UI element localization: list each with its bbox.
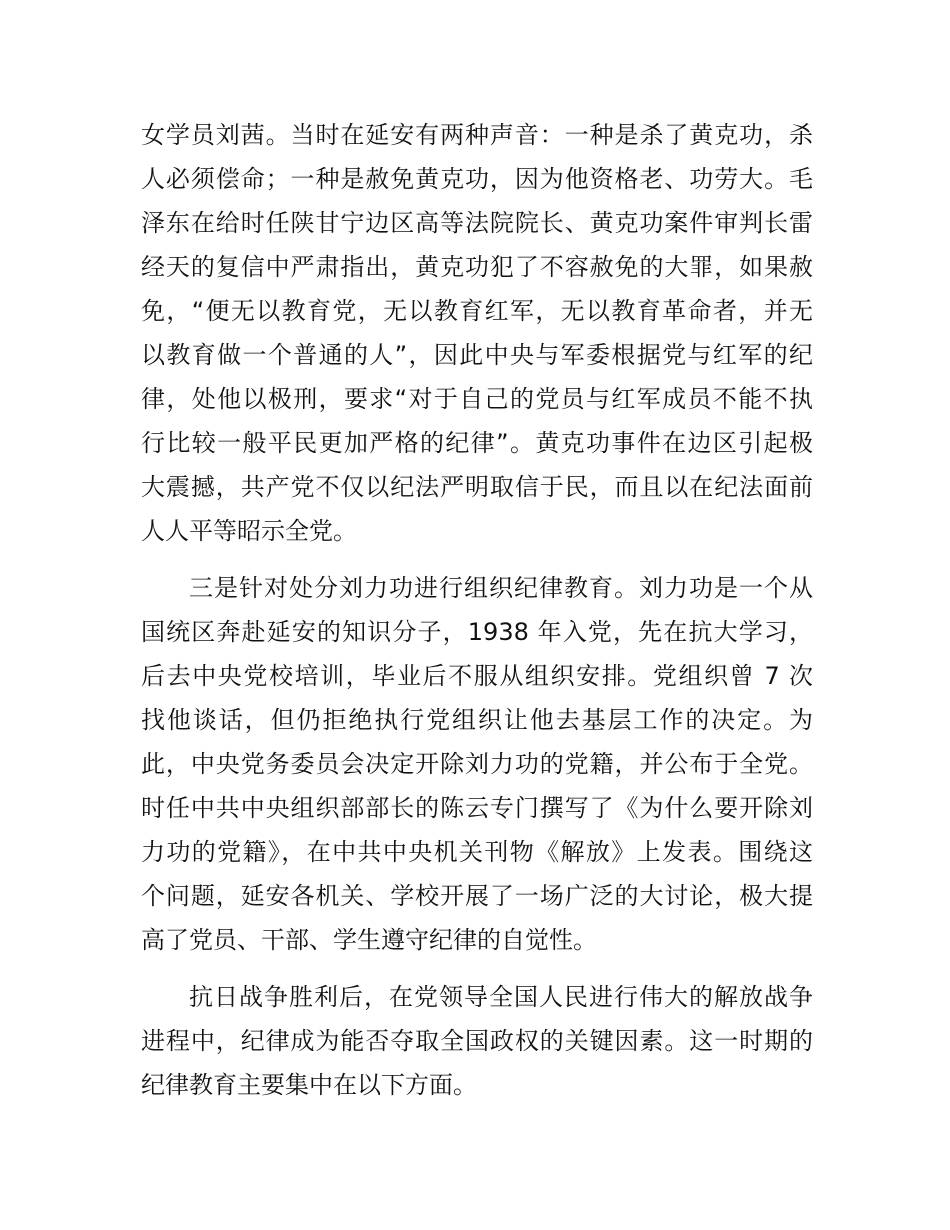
text-line: 三是针对处分刘力功进行组织纪律教育。刘力功是一个从 [189,574,813,602]
paragraph-liu-ligong-case [141,566,813,962]
text-line: 后去中央党校培训，毕业后不服从组织安排。党组织曾 7 次 [141,662,813,690]
text-line: 以教育做一个普通的人”，因此中央与军委根据党与红军的纪 [141,341,813,369]
text-line: 行比较一般平民更加严格的纪律”。黄克功事件在边区引起极 [141,429,813,457]
paragraph-huang-kegong-case [141,113,813,553]
text-line: 高了党员、干部、学生遵守纪律的自觉性。 [141,926,597,954]
text-line: 找他谈话，但仍拒绝执行党组织让他去基层工作的决定。为 [141,706,813,734]
text-line: 进程中，纪律成为能否夺取全国政权的关键因素。这一时期的 [141,1027,813,1055]
paragraph-liberation-war [141,975,813,1107]
document-body [141,113,813,1107]
text-line: 人人平等昭示全党。 [141,517,357,545]
text-line: 纪律教育主要集中在以下方面。 [141,1071,477,1099]
text-line: 个问题，延安各机关、学校开展了一场广泛的大讨论，极大提 [141,882,813,910]
text-line: 泽东在给时任陕甘宁边区高等法院院长、黄克功案件审判长雷 [141,209,813,237]
text-line: 抗日战争胜利后，在党领导全国人民进行伟大的解放战争 [189,983,813,1011]
text-line: 人必须偿命；一种是赦免黄克功，因为他资格老、功劳大。毛 [141,165,813,193]
text-line: 时任中共中央组织部部长的陈云专门撰写了《为什么要开除刘 [141,794,813,822]
paragraph-gap [141,553,813,566]
text-line: 大震撼，共产党不仅以纪法严明取信于民，而且以在纪法面前 [141,473,813,501]
text-line: 女学员刘茜。当时在延安有两种声音：一种是杀了黄克功，杀 [141,121,813,149]
text-line: 免，“便无以教育党，无以教育红军，无以教育革命者，并无 [141,297,813,325]
text-line: 国统区奔赴延安的知识分子，1938 年入党，先在抗大学习， [141,618,813,646]
text-line: 律，处他以极刑，要求“对于自己的党员与红军成员不能不执 [141,385,813,413]
text-line: 此，中央党务委员会决定开除刘力功的党籍，并公布于全党。 [141,750,813,778]
text-line: 经天的复信中严肃指出，黄克功犯了不容赦免的大罪，如果赦 [141,253,813,281]
text-line: 力功的党籍》，在中共中央机关刊物《解放》上发表。围绕这 [141,838,813,866]
paragraph-gap [141,962,813,975]
